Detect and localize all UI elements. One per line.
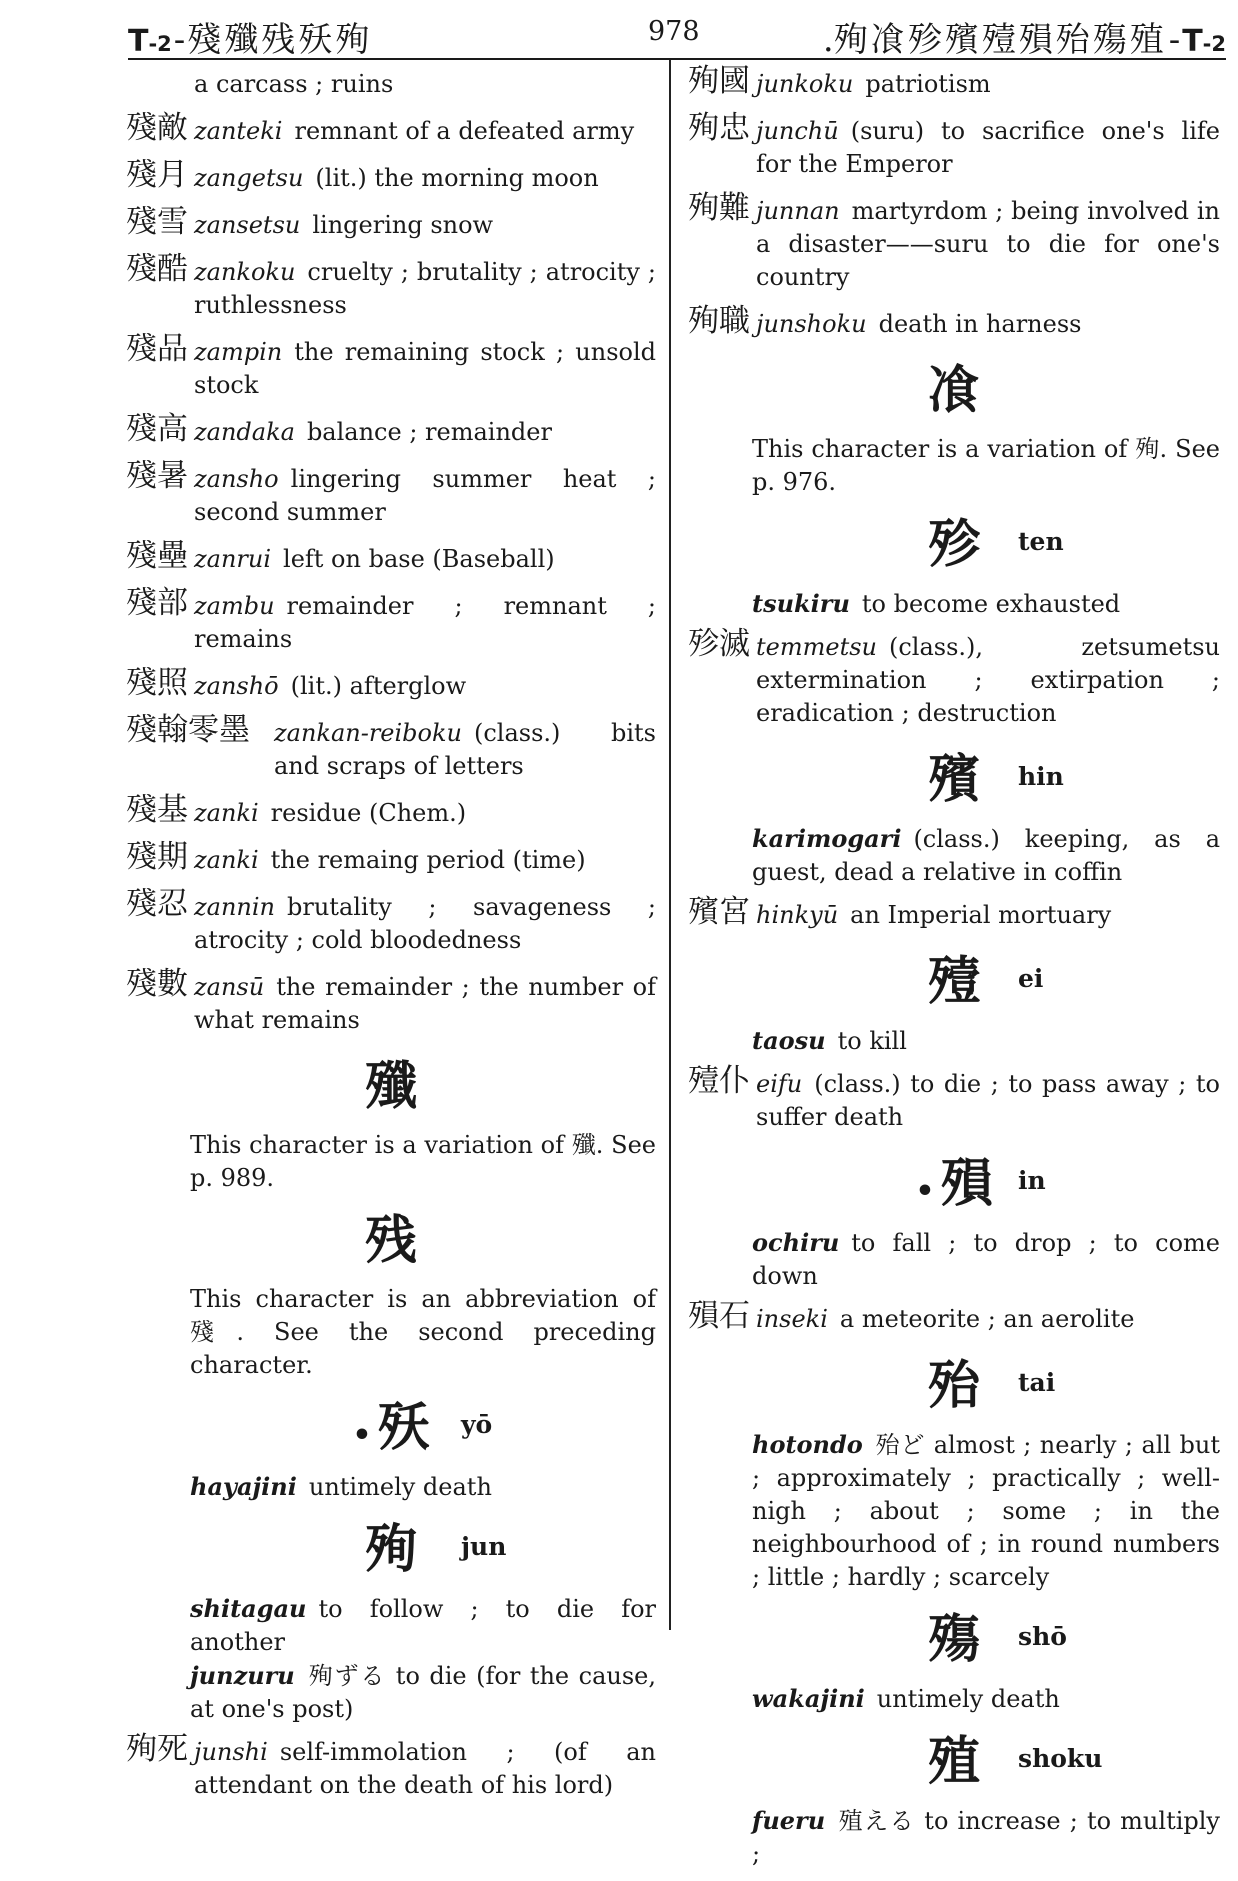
dictionary-entry bbox=[126, 157, 656, 195]
entry-body bbox=[688, 308, 1220, 341]
entry-kanji: 殉難 bbox=[688, 190, 750, 226]
entry-kanji: 殘雪 bbox=[126, 204, 188, 240]
dictionary-entry: 殯宮 hinkyū an Imperial mortuary bbox=[688, 894, 1112, 930]
entry-romanization: zangetsu bbox=[194, 164, 304, 192]
headword-block bbox=[688, 744, 1220, 816]
headword-character: 殖 bbox=[927, 1732, 980, 1792]
entry-romanization: zansho bbox=[194, 465, 279, 493]
headword-character: 残 bbox=[364, 1211, 417, 1271]
header-left: T-2-殘殲残殀殉 bbox=[128, 20, 373, 60]
entry-romanization: zannin bbox=[194, 893, 275, 921]
definition: shitagau to follow ; to die for another junzuru 殉ずる to die (for the cause, at one's post) bbox=[190, 1594, 656, 1723]
dictionary-entry: 殉死 junshi self-immolation ; (of an attendant on the death of his lord) bbox=[126, 1731, 656, 1799]
entry-body bbox=[126, 256, 656, 322]
entry-kanji: 殘翰零墨 bbox=[126, 712, 250, 748]
entry-kanji: 殉國 bbox=[688, 63, 750, 99]
headword-block bbox=[688, 509, 1220, 581]
entry-kanji: 殘基 bbox=[126, 792, 188, 828]
dictionary-entry bbox=[126, 585, 656, 656]
entry-body bbox=[126, 891, 656, 957]
entry-body bbox=[688, 115, 1220, 181]
headword-reading: tai bbox=[1018, 1368, 1056, 1397]
definition: hotondo 殆ど almost ; nearly ; all but ; approximately ; practically ; well-nigh ; about ; some ; in the neighbourhood of ; in round numbers ; little ; hardly ; scarcely bbox=[752, 1430, 1221, 1591]
entry-definition: residue (Chem.) bbox=[270, 799, 467, 827]
entry-kanji: 殘忍 bbox=[126, 886, 188, 922]
entry-kanji: 殘部 bbox=[126, 585, 188, 621]
headword-block bbox=[688, 946, 1220, 1018]
header-right-characters: 殉飡殄殯殪殞殆殤殖 bbox=[833, 20, 1167, 60]
dictionary-entry bbox=[126, 204, 656, 242]
headword-character: 殪 bbox=[927, 952, 980, 1012]
entry-body bbox=[126, 971, 656, 1037]
entry-definition: (class.) bits and scraps of letters bbox=[274, 719, 656, 780]
entry-kanji: 殘酷 bbox=[126, 251, 188, 287]
entry-definition: death in harness bbox=[878, 310, 1082, 338]
entry-definition: the remainder ; the number of what remains bbox=[194, 973, 656, 1034]
right-column bbox=[688, 63, 1221, 1881]
entry-definition: the remaining stock ; unsold stock bbox=[194, 338, 656, 399]
dictionary-entry bbox=[126, 839, 656, 877]
entry-kanji: 殘高 bbox=[126, 411, 188, 447]
headword-note: This character is an abbreviation of 殘. See the second preceding character. bbox=[190, 1285, 656, 1379]
entry-definition: remainder ; remnant ; remains bbox=[194, 592, 656, 653]
dictionary-entry bbox=[126, 665, 656, 703]
entry-definition: balance ; remainder bbox=[306, 418, 552, 446]
mark-dot: • bbox=[915, 1174, 935, 1209]
entry-definition: (lit.) afterglow bbox=[290, 672, 467, 700]
dictionary-entry bbox=[688, 110, 1220, 181]
headword-block bbox=[688, 1350, 1220, 1422]
entry-romanization: zanrui bbox=[194, 545, 272, 573]
headword-block bbox=[126, 1051, 656, 1123]
entry-body bbox=[126, 797, 656, 830]
headword-reading: yō bbox=[461, 1410, 493, 1439]
entry-kanji: 殘暑 bbox=[126, 458, 188, 494]
dictionary-entry bbox=[126, 712, 656, 783]
mark-dot: • bbox=[352, 1418, 372, 1453]
dictionary-entry: 殪仆 eifu (class.) to die ; to pass away ; to suffer death bbox=[688, 1063, 1220, 1131]
page-number: 978 bbox=[648, 16, 700, 47]
headword-character: 殲 bbox=[364, 1057, 417, 1117]
dictionary-entry bbox=[126, 458, 656, 529]
headword-block bbox=[126, 1514, 656, 1586]
headword-reading: ten bbox=[1018, 527, 1064, 556]
entry-body bbox=[126, 416, 656, 449]
entry-body bbox=[688, 195, 1220, 294]
entry-romanization: zanki bbox=[194, 799, 259, 827]
headword-note: This character is a variation of 殉. See p. 976. bbox=[752, 435, 1220, 496]
definition: taosu to kill bbox=[752, 1026, 907, 1055]
entry-body bbox=[126, 463, 656, 529]
definition: ochiru to fall ; to drop ; to come down bbox=[752, 1228, 1220, 1290]
dictionary-entry bbox=[688, 63, 1220, 101]
dictionary-entry bbox=[126, 331, 656, 402]
headword-character: 殉 bbox=[364, 1520, 417, 1580]
headword-character: 殄 bbox=[927, 515, 980, 575]
dictionary-entry: 殞石 inseki a meteorite ; an aerolite bbox=[688, 1298, 1135, 1334]
entry-kanji: 殘月 bbox=[126, 157, 188, 193]
entry-kanji: 殘期 bbox=[126, 839, 188, 875]
headword-block bbox=[688, 1148, 1220, 1220]
entry-kanji: 殉忠 bbox=[688, 110, 750, 146]
headword-block bbox=[688, 1604, 1220, 1676]
headword-character: 殆 bbox=[927, 1356, 980, 1416]
dictionary-entry bbox=[688, 303, 1220, 341]
dictionary-entry bbox=[126, 886, 656, 957]
left-entry-list bbox=[126, 110, 656, 1037]
entry-romanization: zansū bbox=[194, 973, 265, 1001]
headword-block bbox=[126, 1205, 656, 1277]
entry-romanization: zampin bbox=[194, 338, 283, 366]
headword-note: This character is a variation of 殲. See p. 989. bbox=[190, 1131, 656, 1192]
entry-kanji: 殘數 bbox=[126, 966, 188, 1002]
left-column bbox=[126, 68, 656, 1816]
entry-romanization: zankan-reiboku bbox=[274, 719, 462, 747]
entry-definition: brutality ; savageness ; atrocity ; cold bloodedness bbox=[194, 893, 656, 954]
entry-definition: cruelty ; brutality ; atrocity ; ruthlessness bbox=[194, 258, 656, 319]
headword-character: 殯 bbox=[927, 750, 980, 810]
definition: tsukiru to become exhausted bbox=[752, 589, 1121, 618]
headword-reading: jun bbox=[461, 1532, 507, 1561]
entry-body bbox=[126, 115, 656, 148]
headword-reading: ei bbox=[1018, 964, 1044, 993]
continued-entry: a carcass ; ruins bbox=[194, 70, 394, 98]
dictionary-entry bbox=[126, 411, 656, 449]
entry-definition: remnant of a defeated army bbox=[294, 117, 635, 145]
entry-kanji: 殘照 bbox=[126, 665, 188, 701]
headword-block bbox=[688, 1726, 1220, 1798]
entry-kanji: 殉職 bbox=[688, 303, 750, 339]
entry-definition: (lit.) the morning moon bbox=[315, 164, 599, 192]
entry-definition: lingering summer heat ; second summer bbox=[194, 465, 656, 526]
entry-romanization: zanshō bbox=[194, 672, 279, 700]
entry-romanization: zanteki bbox=[194, 117, 283, 145]
entry-body bbox=[126, 162, 656, 195]
dictionary-entry: 殄滅 temmetsu (class.), zetsumetsu extermination ; extirpation ; eradication ; destruction bbox=[688, 626, 1220, 727]
section-code: T-2 bbox=[128, 24, 172, 59]
headword-character: 殀 bbox=[377, 1398, 430, 1458]
entry-body bbox=[126, 670, 656, 703]
headword-reading: in bbox=[1018, 1166, 1046, 1195]
dictionary-entry bbox=[126, 251, 656, 322]
entry-definition: left on base (Baseball) bbox=[283, 545, 555, 573]
dictionary-entry bbox=[688, 190, 1220, 294]
entry-romanization: junkoku bbox=[756, 70, 854, 98]
entry-kanji: 殘品 bbox=[126, 331, 188, 367]
headword-reading: shoku bbox=[1018, 1744, 1103, 1773]
definition: karimogari (class.) keeping, as a guest, dead a relative in coffin bbox=[752, 824, 1220, 886]
entry-body bbox=[126, 844, 656, 877]
entry-definition: patriotism bbox=[865, 70, 991, 98]
entry-definition: lingering snow bbox=[312, 211, 494, 239]
entry-kanji: 殘壘 bbox=[126, 538, 188, 574]
header-right: .殉飡殄殯殪殞殆殤殖-T-2 bbox=[822, 20, 1226, 60]
entry-romanization: junnan bbox=[756, 197, 840, 225]
entry-body bbox=[126, 336, 656, 402]
definition: hayajini untimely death bbox=[190, 1472, 492, 1501]
definition: fueru 殖える to increase ; to multiply ; bbox=[752, 1806, 1220, 1868]
entry-romanization: zanki bbox=[194, 846, 259, 874]
headword-reading: shō bbox=[1018, 1622, 1067, 1651]
header-left-characters: 殘殲残殀殉 bbox=[187, 20, 373, 60]
page-header bbox=[128, 6, 1226, 60]
headword-character: 殤 bbox=[927, 1610, 980, 1670]
section-code: T-2 bbox=[1182, 24, 1226, 59]
headword-character: 飡 bbox=[927, 361, 980, 421]
entry-body bbox=[126, 209, 656, 242]
headword-reading: hin bbox=[1018, 762, 1064, 791]
entry-body bbox=[126, 543, 656, 576]
entry-definition: the remaing period (time) bbox=[270, 846, 586, 874]
entry-romanization: junshoku bbox=[756, 310, 867, 338]
dictionary-entry bbox=[126, 110, 656, 148]
column-divider bbox=[669, 60, 671, 1630]
entry-definition: (suru) to sacrifice one's life for the Emperor bbox=[756, 117, 1220, 178]
right-entry-list bbox=[688, 63, 1220, 341]
definition: wakajini untimely death bbox=[752, 1684, 1060, 1713]
entry-romanization: zansetsu bbox=[194, 211, 301, 239]
dictionary-entry bbox=[126, 966, 656, 1037]
entry-romanization: zambu bbox=[194, 592, 275, 620]
headword-character: 殞 bbox=[940, 1154, 993, 1214]
headword-block bbox=[126, 1392, 656, 1464]
headword-block bbox=[688, 355, 1220, 427]
entry-body bbox=[126, 590, 656, 656]
entry-body bbox=[688, 68, 1220, 101]
dictionary-entry bbox=[126, 538, 656, 576]
entry-romanization: zankoku bbox=[194, 258, 296, 286]
entry-romanization: zandaka bbox=[194, 418, 295, 446]
entry-definition: martyrdom ; being involved in a disaster——suru to die for one's country bbox=[756, 197, 1220, 291]
dictionary-entry bbox=[126, 792, 656, 830]
entry-kanji: 殘敵 bbox=[126, 110, 188, 146]
entry-romanization: junchū bbox=[756, 117, 839, 145]
